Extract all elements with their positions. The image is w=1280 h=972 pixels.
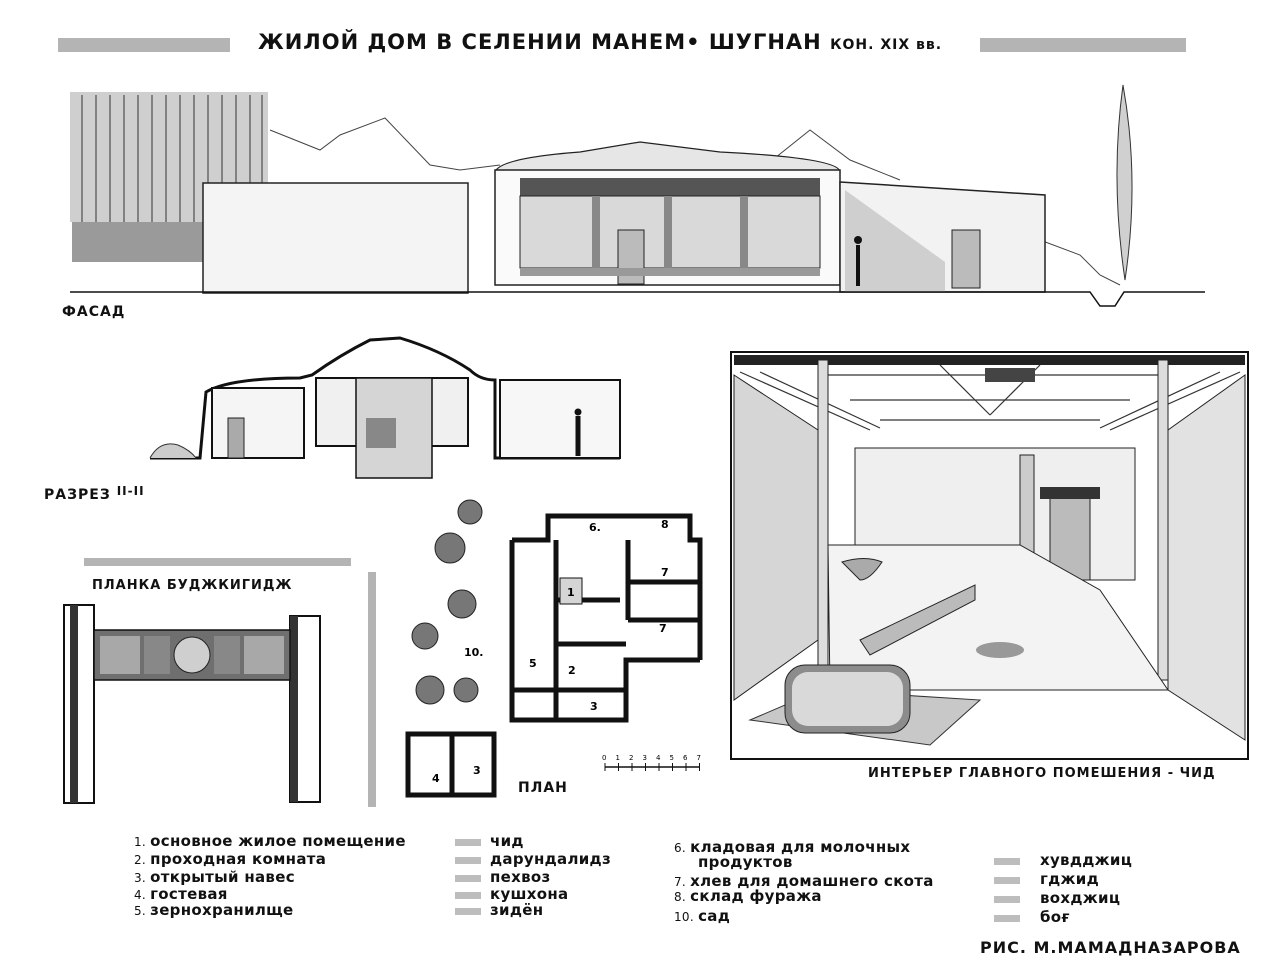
legend-term: гджид — [1040, 870, 1100, 888]
legend-term: хувдджиц — [1040, 851, 1133, 869]
legend-item-text: сад — [698, 907, 731, 925]
planka-label: ПЛАНКА БУДЖКИГИДЖ — [92, 578, 293, 593]
scale-tick-label: 7 — [696, 754, 701, 762]
title-main: ЖИЛОЙ ДОМ В СЕЛЕНИИ МАНЕМ• ШУГНАН — [258, 30, 822, 54]
legend-item-text: хлев для домашнего скота — [690, 872, 934, 890]
legend-item-number: 6. — [674, 841, 691, 855]
plan-number-8: 8 — [661, 518, 669, 531]
scale-tick-label: 6 — [683, 754, 688, 762]
legend-item — [134, 901, 294, 919]
legend-item-text: гостевая — [150, 885, 228, 903]
scale-tick-label: 2 — [629, 754, 634, 762]
legend-term: чид — [490, 832, 524, 850]
interior-label: ИНТЕРЬЕР ГЛАВНОГО ПОМЕШЕНИЯ - ЧИД — [868, 766, 1216, 781]
scale-tick-label: 5 — [669, 754, 674, 762]
legend-item-number: 5. — [134, 904, 151, 918]
plan-number-4: 4 — [432, 772, 440, 785]
legend-term-bar — [455, 892, 481, 899]
legend-item-text: зернохранилще — [150, 901, 294, 919]
legend-item-text: проходная комната — [150, 850, 327, 868]
legend-term: зидён — [490, 901, 544, 919]
author-credit: РИС. М.МАМАДНАЗАРОВА — [980, 938, 1241, 957]
legend-term-bar — [455, 839, 481, 846]
plan-number-6: 6. — [589, 521, 601, 534]
legend-term: кушхона — [490, 885, 569, 903]
plan-number-10: 10. — [464, 646, 484, 659]
scale-tick-label: 1 — [615, 754, 620, 762]
legend-item-text: открытый навес — [150, 868, 295, 886]
legend-term: вохджиц — [1040, 889, 1121, 907]
legend-term: дарундалидз — [490, 850, 611, 868]
legend-term-bar — [455, 908, 481, 915]
legend-term-bar — [994, 858, 1020, 865]
legend-term-bar — [994, 915, 1020, 922]
section-label-text: РАЗРЕЗ — [44, 487, 111, 503]
legend-term-bar — [994, 877, 1020, 884]
scale-tick-label: 4 — [656, 754, 661, 762]
legend-item — [674, 907, 730, 925]
legend-item-number: 8. — [674, 890, 691, 904]
facade-label: ФАСАД — [62, 304, 126, 320]
plan-number-3b: 3 — [473, 764, 481, 777]
legend-item-number: 4. — [134, 888, 151, 902]
plan-number-5: 5 — [529, 657, 537, 670]
plan-number-1: 1 — [567, 586, 575, 599]
legend-item — [134, 868, 295, 886]
legend-item-text: склад фуража — [690, 887, 822, 905]
plan-drawing — [0, 0, 720, 800]
legend-term-bar — [455, 875, 481, 882]
legend-item-text: основное жилое помещение — [150, 832, 406, 850]
legend-term-bar — [994, 896, 1020, 903]
legend-term-bar — [455, 857, 481, 864]
legend-item — [674, 887, 822, 905]
legend-item-number: 1. — [134, 835, 151, 849]
plan-number-2: 2 — [568, 664, 576, 677]
legend-item-number: 7. — [674, 875, 691, 889]
scale-tick-label: 3 — [642, 754, 647, 762]
legend-item-number: 3. — [134, 871, 151, 885]
legend-item-number: 10. — [674, 910, 699, 924]
plan-label: ПЛАН — [518, 780, 568, 796]
legend-item-text: кладовая для молочных — [690, 838, 911, 856]
legend-item — [134, 850, 326, 868]
plan-number-3: 3 — [590, 700, 598, 713]
legend-item-number: 2. — [134, 853, 151, 867]
plan-number-7a: 7 — [661, 566, 669, 579]
legend-item — [134, 832, 406, 850]
title-sub: КОН. XIX вв. — [830, 37, 943, 53]
scale-tick-label: 0 — [602, 754, 607, 762]
legend-item-text-line2: продуктов — [698, 853, 793, 871]
section-number: II-II — [116, 484, 145, 498]
legend-term: пехвоз — [490, 868, 551, 886]
plan-number-7b: 7 — [659, 622, 667, 635]
legend-term: боғ — [1040, 908, 1070, 926]
